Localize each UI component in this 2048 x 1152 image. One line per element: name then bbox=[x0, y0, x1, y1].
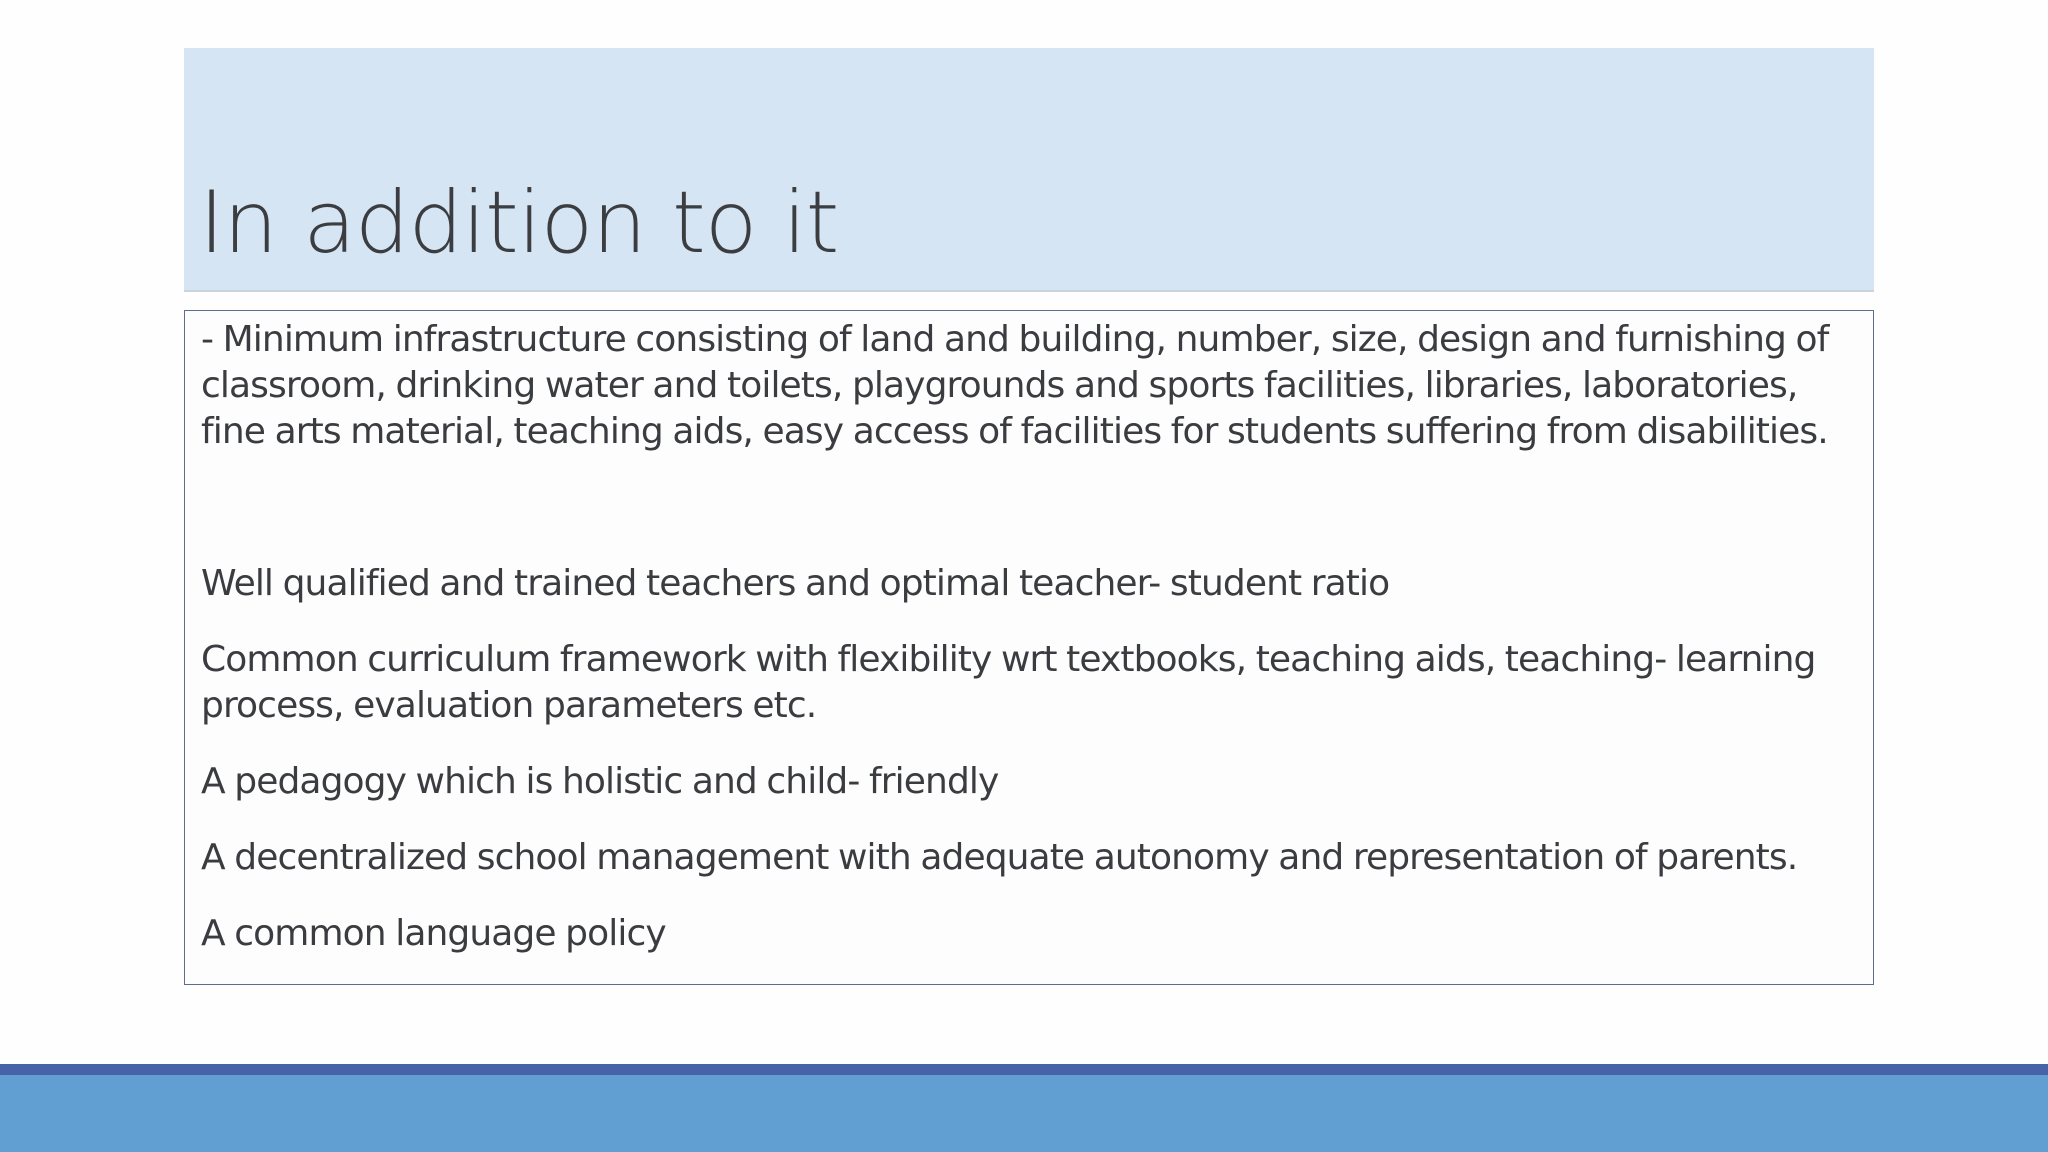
title-divider bbox=[184, 290, 1874, 292]
paragraph-management: A decentralized school management with adequate autonomy and representation of parents. bbox=[201, 837, 1798, 878]
footer-accent-line bbox=[0, 1064, 2048, 1075]
paragraph-infrastructure: - Minimum infrastructure consisting of land and building, number, size, design and furnishing of classroom, drinking water and toilets, playgrounds and sports facilities, libraries, laboratories, fine arts material, teaching aids, easy access of facilities for students suffering from disabilities. bbox=[201, 319, 1829, 452]
paragraph-language-policy: A common language policy bbox=[201, 913, 666, 954]
paragraph-curriculum: Common curriculum framework with flexibility wrt textbooks, teaching aids, teaching- learning process, evaluation parameters etc. bbox=[201, 639, 1816, 726]
footer-bar bbox=[0, 1075, 2048, 1152]
paragraph-pedagogy: A pedagogy which is holistic and child- friendly bbox=[201, 761, 999, 802]
content-text-box bbox=[184, 310, 1874, 985]
paragraph-teachers: Well qualified and trained teachers and optimal teacher- student ratio bbox=[201, 563, 1390, 604]
slide-title: In addition to it bbox=[199, 173, 839, 273]
